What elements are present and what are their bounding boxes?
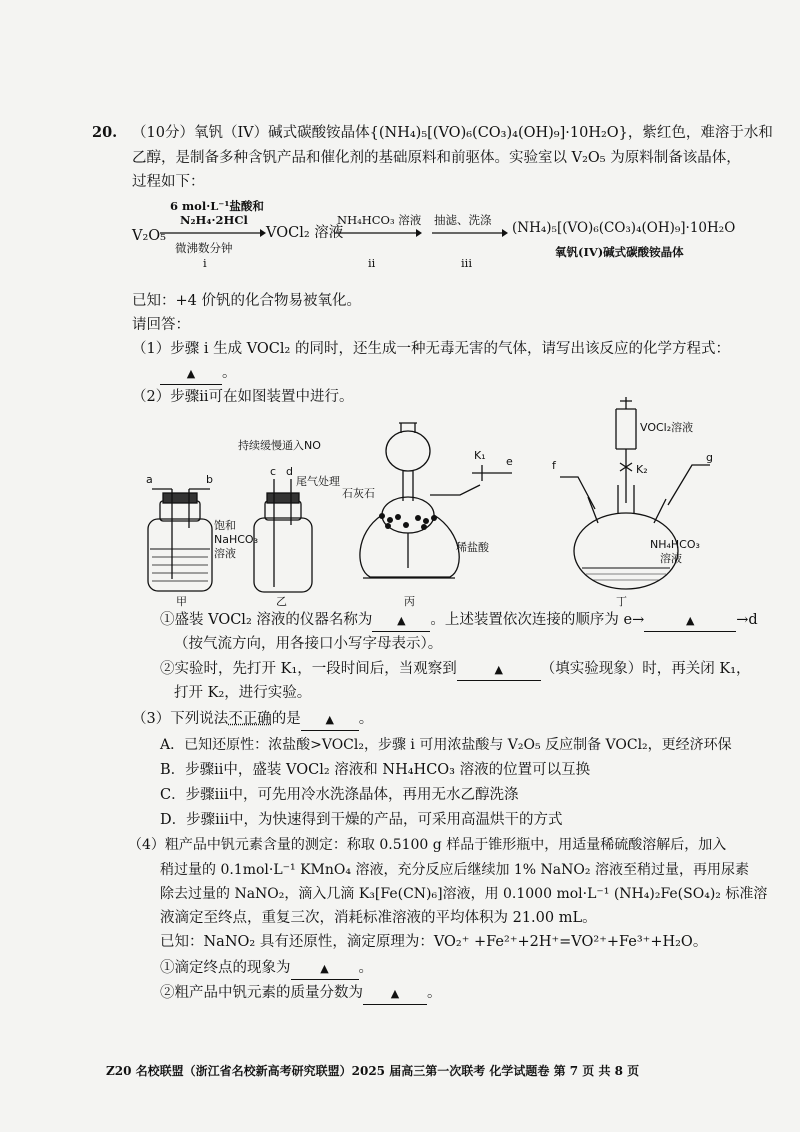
- part3-prompt: （3）下列说法不正确的是▲ 。: [132, 709, 373, 731]
- intro-line-1: （10分）氧钒（IV）碱式碳酸铵晶体{(NH₄)₅[(VO)₆(CO₃)₄(OH)₉]·10H₂O}，紫红色，难溶于水和: [132, 125, 773, 141]
- yi-tail-note: 尾气处理: [296, 475, 340, 488]
- jia-liquid-1: 饱和: [214, 519, 236, 532]
- intro-line-2: 乙醇，是制备多种含钒产品和催化剂的基础原料和前驱体。实验室以 V₂O₅ 为原料制备该晶体，: [132, 150, 741, 166]
- intro-line-3: 过程如下：: [132, 174, 205, 190]
- port-f-label: f: [552, 459, 556, 472]
- answer-blank-5[interactable]: [301, 709, 359, 731]
- part1-answer: ▲。: [160, 363, 237, 385]
- flow-reagent-3: NH₄HCO₃ 溶液: [337, 213, 422, 227]
- ask-label: 请回答：: [132, 317, 190, 333]
- part2-q2: ②实验时，先打开 K₁，一段时间后，当观察到▲ （填实验现象）时，再关闭 K₁，: [160, 659, 751, 681]
- answer-blank-3[interactable]: [644, 610, 736, 632]
- option-d[interactable]: D．步骤iii中，为快速得到干燥的产品，可采用高温烘干的方式: [160, 812, 563, 828]
- flow-reagent-1: 6 mol·L⁻¹盐酸和: [170, 199, 264, 213]
- jia-label: 甲: [176, 595, 187, 608]
- part4-line-1: （4）粗产品中钒元素含量的测定：称取 0.5100 g 样品于锥形瓶中，用适量稀硫酸溶解后，加入: [128, 837, 727, 853]
- apparatus-figure: [120, 393, 730, 608]
- bing-acid: 稀盐酸: [456, 541, 489, 554]
- answer-blank-4[interactable]: [457, 659, 541, 681]
- port-g-label: g: [706, 451, 713, 464]
- question-number: 20.: [92, 124, 118, 141]
- k2-label: K₂: [636, 463, 648, 476]
- part2-q1-note: （按气流方向，用各接口小写字母表示）。: [174, 636, 443, 652]
- port-d-label: d: [286, 465, 293, 478]
- flow-condition-1: 微沸数分钟: [175, 241, 233, 255]
- answer-blank-7[interactable]: [363, 983, 427, 1005]
- yi-label: 乙: [276, 595, 287, 608]
- known-oxidation: 已知：+4 价钒的化合物易被氧化。: [132, 293, 361, 309]
- flow-arrow-3: [432, 226, 508, 240]
- flow-product: (NH₄)₅[(VO)₆(CO₃)₄(OH)₉]·10H₂O: [512, 220, 736, 236]
- option-c[interactable]: C．步骤iii中，可先用冷水洗涤晶体，再用无水乙醇洗涤: [160, 787, 519, 803]
- jia-liquid-3: 溶液: [214, 547, 236, 560]
- flow-product-name: 氧钒(IV)碱式碳酸铵晶体: [555, 245, 684, 259]
- flow-start: V₂O₅: [132, 228, 166, 244]
- part4-known: 已知：NaNO₂ 具有还原性，滴定原理为：VO₂⁺ +Fe²⁺+2H⁺=VO²⁺+Fe³⁺+H₂O。: [160, 934, 708, 950]
- ding-liquid-1: NH₄HCO₃: [650, 538, 700, 551]
- kipp-generator-bing: [360, 423, 512, 578]
- option-b[interactable]: B．步骤ii中，盛装 VOCl₂ 溶液和 NH₄HCO₃ 溶液的位置可以互换: [160, 762, 591, 778]
- flow-step-iii: iii: [461, 256, 473, 270]
- flow-step-i: i: [203, 256, 207, 270]
- flow-step-ii: ii: [368, 256, 376, 270]
- answer-blank-1[interactable]: [160, 363, 222, 385]
- answer-blank-6[interactable]: [291, 958, 359, 980]
- part2-q1: ①盛装 VOCl₂ 溶液的仪器名称为▲ 。上述装置依次连接的顺序为 e→▲ →d: [160, 610, 758, 632]
- ding-label: 丁: [616, 595, 627, 608]
- port-b-label: b: [206, 473, 213, 486]
- part2-prompt: （2）步骤ii可在如图装置中进行。: [132, 389, 354, 405]
- part4-q2: ②粗产品中钒元素的质量分数为▲ 。: [160, 983, 442, 1005]
- bing-label: 丙: [404, 595, 415, 608]
- bottle-yi: [254, 479, 312, 592]
- option-a[interactable]: A．已知还原性：浓盐酸>VOCl₂，步骤 i 可用浓盐酸与 V₂O₅ 反应制备 VOCl₂，更经济环保: [160, 737, 732, 753]
- part2-q2-cont: 打开 K₂，进行实验。: [174, 685, 312, 701]
- bing-solid: 石灰石: [342, 487, 375, 500]
- part4-line-4: 液滴定至终点，重复三次，消耗标准溶液的平均体积为 21.00 mL。: [160, 910, 597, 926]
- flow-arrow-2: [334, 226, 422, 240]
- port-e-label: e: [506, 455, 513, 468]
- flow-vocl2: VOCl₂ 溶液: [266, 225, 344, 241]
- flow-operation: 抽滤、洗涤: [434, 213, 492, 227]
- yi-no-note: 持续缓慢通入NO: [238, 439, 321, 452]
- part4-q1: ①滴定终点的现象为▲ 。: [160, 958, 373, 980]
- ding-funnel: VOCl₂溶液: [640, 421, 694, 434]
- flow-reagent-2: N₂H₄·2HCl: [180, 213, 248, 227]
- k1-label: K₁: [474, 449, 486, 462]
- wash-bottle-jia: [148, 489, 212, 591]
- port-c-label: c: [270, 465, 277, 478]
- part4-line-3: 除去过量的 NaNO₂，滴入几滴 K₃[Fe(CN)₆]溶液，用 0.1000 mol·L⁻¹ (NH₄)₂Fe(SO₄)₂ 标准溶: [160, 886, 768, 902]
- answer-blank-2[interactable]: [372, 610, 430, 632]
- part1-prompt: （1）步骤 i 生成 VOCl₂ 的同时，还生成一种无毒无害的气体，请写出该反应的化学方程式：: [132, 341, 730, 357]
- page-footer: Z20 名校联盟（浙江省名校新高考研究联盟）2025 届高三第一次联考 化学试题卷 第 7 页 共 8 页: [106, 1064, 640, 1078]
- jia-liquid-2: NaHCO₃: [214, 533, 258, 546]
- part4-line-2: 稍过量的 0.1mol·L⁻¹ KMnO₄ 溶液，充分反应后继续加 1% NaNO₂ 溶液至稍过量，再用尿素: [160, 862, 749, 878]
- port-a-label: a: [146, 473, 153, 486]
- flow-arrow-1: [160, 226, 266, 240]
- ding-liquid-2: 溶液: [660, 552, 682, 565]
